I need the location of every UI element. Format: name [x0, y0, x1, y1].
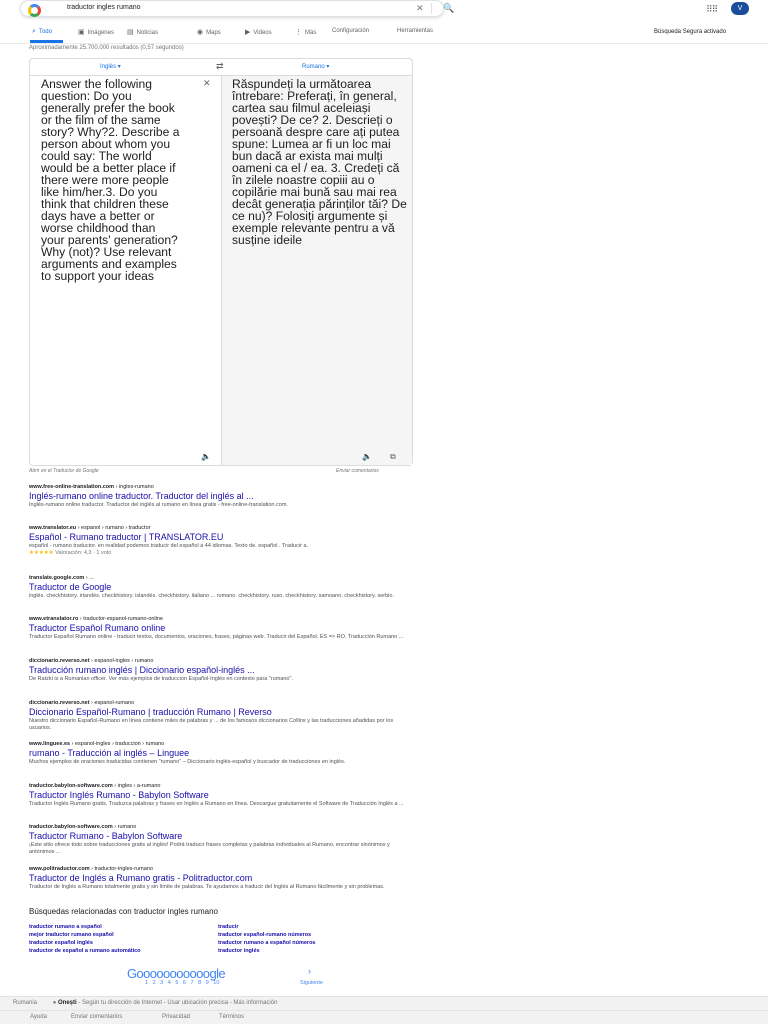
- result-path: › ingles › a-rumano: [112, 783, 161, 789]
- caret-down-icon: ▾: [117, 64, 121, 70]
- more-icon: ⋮: [295, 29, 302, 36]
- map-pin-icon: ◉: [197, 29, 204, 36]
- news-icon: ▤: [127, 29, 134, 36]
- clear-search-icon[interactable]: ✕: [416, 3, 424, 13]
- result-snippet: Traductor Inglés Rumano gratis. Traduzca palabras y frases en Inglés a Rumano en línea. Descargue gratuitamente el Software de Traducción Inglés a ...: [29, 801, 404, 807]
- result-title-link[interactable]: Traductor de Inglés a Rumano gratis - Politraductor.com: [29, 873, 253, 883]
- result-domain: www.linguee.es: [29, 741, 71, 747]
- footer-link-privacy[interactable]: Privacidad: [162, 1014, 191, 1020]
- video-icon: ▶: [245, 29, 251, 36]
- location-dot-icon: ●: [52, 1000, 57, 1006]
- related-search-link[interactable]: traductor de español a rumano automático: [29, 948, 141, 954]
- result-path: › espanol-ingles › traduccion › rumano: [70, 741, 165, 747]
- result-path: › ...: [84, 575, 94, 581]
- footer-link-help[interactable]: Ayuda: [30, 1014, 47, 1020]
- tab-maps[interactable]: ◉ Maps: [197, 29, 221, 36]
- related-search-link[interactable]: traducir: [218, 924, 239, 930]
- pagination: [125, 966, 325, 990]
- target-language-select[interactable]: Rumano ▾: [302, 64, 330, 70]
- result-domain: diccionario.reverso.net: [29, 658, 90, 664]
- open-google-translate-link[interactable]: Abrir en el Traductor de Google: [29, 468, 99, 474]
- footer-link-feedback[interactable]: Enviar comentarios: [71, 1014, 123, 1020]
- search-result: [29, 700, 409, 732]
- source-text-input[interactable]: Answer the following question: Do you generally prefer the book or the film of the same story? Why?2. Describe a person about whom you could say: The world would be a better place if there were more people like him/her.3. Do you think that children these days have a better or worse childhood than your parents' generation? Why (not)? Use relevant arguments and examples to support your ideas: [41, 77, 180, 283]
- search-box[interactable]: [20, 0, 455, 17]
- result-snippet: Traductor de Inglés a Rumano totalmente gratis y sin límite de palabras. Te ayudamos a traducir del Inglés al Rumano fácilmente y sin problemas.: [29, 884, 385, 890]
- result-snippet: español - rumano traductor. en realidad podemos traducir del español a 44 idiomas. Texto de. español . Traducir a.: [29, 543, 309, 549]
- result-snippet: inglés. checkhistory. irlandés. checkhistory. islandés. checkhistory. italiano ... rumano. checkhistory. ruso. checkhistory. samoano. checkhistory. serbio.: [29, 593, 394, 599]
- footer-link-terms[interactable]: Términos: [219, 1014, 245, 1020]
- clear-text-icon[interactable]: ✕: [203, 78, 211, 88]
- result-snippet: De Ratzki is a Rumanian officer. Ver más ejemplos de traduccion Español-Inglés en contexto para "rumano".: [29, 676, 293, 682]
- search-result: [29, 525, 409, 557]
- search-result: [29, 741, 409, 766]
- search-result: [29, 866, 409, 891]
- result-title-link[interactable]: Traducción rumano inglés | Diccionario español-inglés ...: [29, 665, 255, 675]
- google-g-logo[interactable]: [28, 4, 41, 17]
- safe-search-status[interactable]: Búsqueda Segura activado: [654, 29, 727, 35]
- result-domain: www.free-online-translation.com: [29, 484, 115, 490]
- search-input[interactable]: traductor ingles rumano: [67, 4, 141, 11]
- result-domain: www.politraductor.com: [29, 866, 90, 872]
- copy-icon[interactable]: ⧉: [390, 452, 396, 461]
- search-result: [29, 658, 409, 683]
- result-path: › traductor-espanol-rumano-online: [78, 616, 163, 622]
- tab-news[interactable]: ▤ Noticias: [127, 29, 158, 36]
- search-result: [29, 575, 409, 600]
- result-rating: ★★★★★ Valoración: 4,3 · 1 voto: [29, 550, 112, 556]
- result-path: › espanol-rumano: [89, 700, 135, 706]
- search-icon: ⌕: [32, 28, 36, 35]
- related-search-link[interactable]: traductor español inglés: [29, 940, 93, 946]
- links-footer: [0, 1010, 768, 1024]
- footer-country: Rumania: [13, 1000, 38, 1006]
- apps-grid-icon[interactable]: ⠿⠿: [706, 4, 718, 14]
- footer-location-note[interactable]: - Según tu dirección de Internet - Usar ubicación precisa - Más información: [76, 1000, 278, 1006]
- source-language-select[interactable]: Inglés ▾: [100, 64, 121, 70]
- top-bar: [0, 0, 768, 44]
- result-domain: translate.google.com: [29, 575, 85, 581]
- result-title-link[interactable]: Traductor Inglés Rumano - Babylon Software: [29, 790, 209, 800]
- tab-all[interactable]: ⌕ Todo: [32, 28, 52, 35]
- location-footer: [0, 996, 768, 1010]
- result-path: › espanol-ingles › rumano: [89, 658, 154, 664]
- tab-tools[interactable]: Herramientas: [397, 28, 434, 34]
- language-bar: [30, 59, 412, 76]
- result-path: › rumano: [112, 824, 137, 830]
- search-result: [29, 484, 409, 509]
- send-feedback-link[interactable]: Enviar comentarios: [336, 468, 379, 474]
- tab-videos[interactable]: ▶ Videos: [245, 29, 272, 36]
- search-result: [29, 824, 409, 856]
- translation-output: Răspundeți la următoarea întrebare: Preferați, în general, cartea sau filmul aceleiași povești? De ce? 2. Descrieți o persoană despre care ați putea spune: Lumea ar fi un loc mai bun dacă ar exista mai mulți oameni ca el / ea. 3. Credeți că în zilele noastre copiii au o copilărie mai bună sau mai rea decât generația părinților tăi? De ce nu)? Folosiți argumente și exemple relevante pentru a vă susține ideile: [232, 77, 407, 247]
- result-path: › traductor-ingles-rumano: [89, 866, 153, 872]
- result-snippet: Inglés-rumano online traductor. Traductor del inglés al rumano en línea gratis - free-online-translation.com.: [29, 502, 288, 508]
- result-path: › ingles-rumano: [114, 484, 154, 490]
- caret-down-icon: ▾: [326, 64, 330, 70]
- result-domain: www.translator.eu: [29, 525, 77, 531]
- pagination-logo: Gooooooooooogle: [127, 966, 225, 981]
- target-pane: [222, 76, 412, 465]
- result-domain: diccionario.reverso.net: [29, 700, 90, 706]
- related-search-link[interactable]: traductor rumano a español números: [218, 940, 316, 946]
- tab-more[interactable]: ⋮ Más: [295, 29, 317, 36]
- result-snippet: Nuestro diccionario Español-Rumano en línea contiene miles de palabras y ... de los famosos diccionarios Collins y las traducciones añadidas por los usuarios.: [29, 718, 394, 731]
- result-title-link[interactable]: Español - Rumano traductor | TRANSLATOR.EU: [29, 532, 224, 542]
- result-domain: traductor.babylon-software.com: [29, 824, 113, 830]
- translate-widget: [29, 58, 413, 466]
- active-tab-indicator: [30, 40, 63, 43]
- result-domain: www.etranslator.ro: [29, 616, 79, 622]
- swap-languages-icon[interactable]: ⇄: [216, 61, 224, 71]
- result-snippet: Muchos ejemplos de oraciones traducidas contienen "rumano" – Diccionario inglés-español y buscador de traducciones en inglés.: [29, 759, 346, 765]
- result-domain: traductor.babylon-software.com: [29, 783, 113, 789]
- page-numbers[interactable]: 1 2 3 4 5 6 7 8 9 10: [145, 980, 220, 986]
- related-search-link[interactable]: traductor inglés: [218, 948, 260, 954]
- result-title-link[interactable]: Inglés-rumano online traductor. Traductor del inglés al ...: [29, 491, 254, 501]
- search-result: [29, 783, 409, 808]
- tab-settings[interactable]: Configuración: [332, 28, 370, 34]
- related-search-link[interactable]: traductor rumano a español: [29, 924, 102, 930]
- source-pane: [30, 76, 222, 465]
- speaker-icon[interactable]: 🔈: [362, 452, 372, 461]
- related-search-link[interactable]: mejor traductor rumano español: [29, 932, 114, 938]
- result-snippet: Traductor Español Rumano online - traducir textos, documentos, oraciones, frases, páginas web. Traducir del Español. ES => RO. Traducción Rumano ...: [29, 634, 404, 640]
- avatar[interactable]: V: [731, 2, 749, 15]
- speaker-icon[interactable]: 🔈: [201, 452, 211, 461]
- result-snippet: ¡Este sitio ofrece todo sobre traducciones gratis al inglés! Podrá traducir frases completas y palabras individuales al Rumano, encontrar sinónimos y antónimos ...: [29, 842, 390, 855]
- related-searches-heading: Búsquedas relacionadas con traductor ingles rumano: [29, 907, 219, 916]
- result-title-link[interactable]: Diccionario Español-Rumano | traducción Rumano | Reverso: [29, 707, 272, 717]
- footer-location: Onești: [57, 1000, 77, 1006]
- rating-stars: ★★★★★: [29, 550, 54, 556]
- result-title-link[interactable]: Traductor Rumano - Babylon Software: [29, 831, 183, 841]
- search-divider: [431, 3, 432, 14]
- image-icon: ▣: [78, 29, 85, 36]
- search-result: [29, 616, 409, 641]
- next-page-arrow-icon[interactable]: ›: [308, 966, 311, 976]
- result-title-link[interactable]: Traductor Español Rumano online: [29, 623, 166, 633]
- result-path: › espanol › rumano › traductor: [76, 525, 151, 531]
- related-search-link[interactable]: traductor español-rumano números: [218, 932, 312, 938]
- tab-images[interactable]: ▣ Imágenes: [78, 29, 114, 36]
- result-title-link[interactable]: rumano - Traducción al inglés – Linguee: [29, 748, 190, 758]
- next-page-link[interactable]: Siguiente: [300, 980, 323, 986]
- result-title-link[interactable]: Traductor de Google: [29, 582, 112, 592]
- search-icon[interactable]: 🔍: [443, 3, 455, 13]
- result-stats: Aproximadamente 25.700.000 resultados (0,57 segundos): [29, 45, 184, 51]
